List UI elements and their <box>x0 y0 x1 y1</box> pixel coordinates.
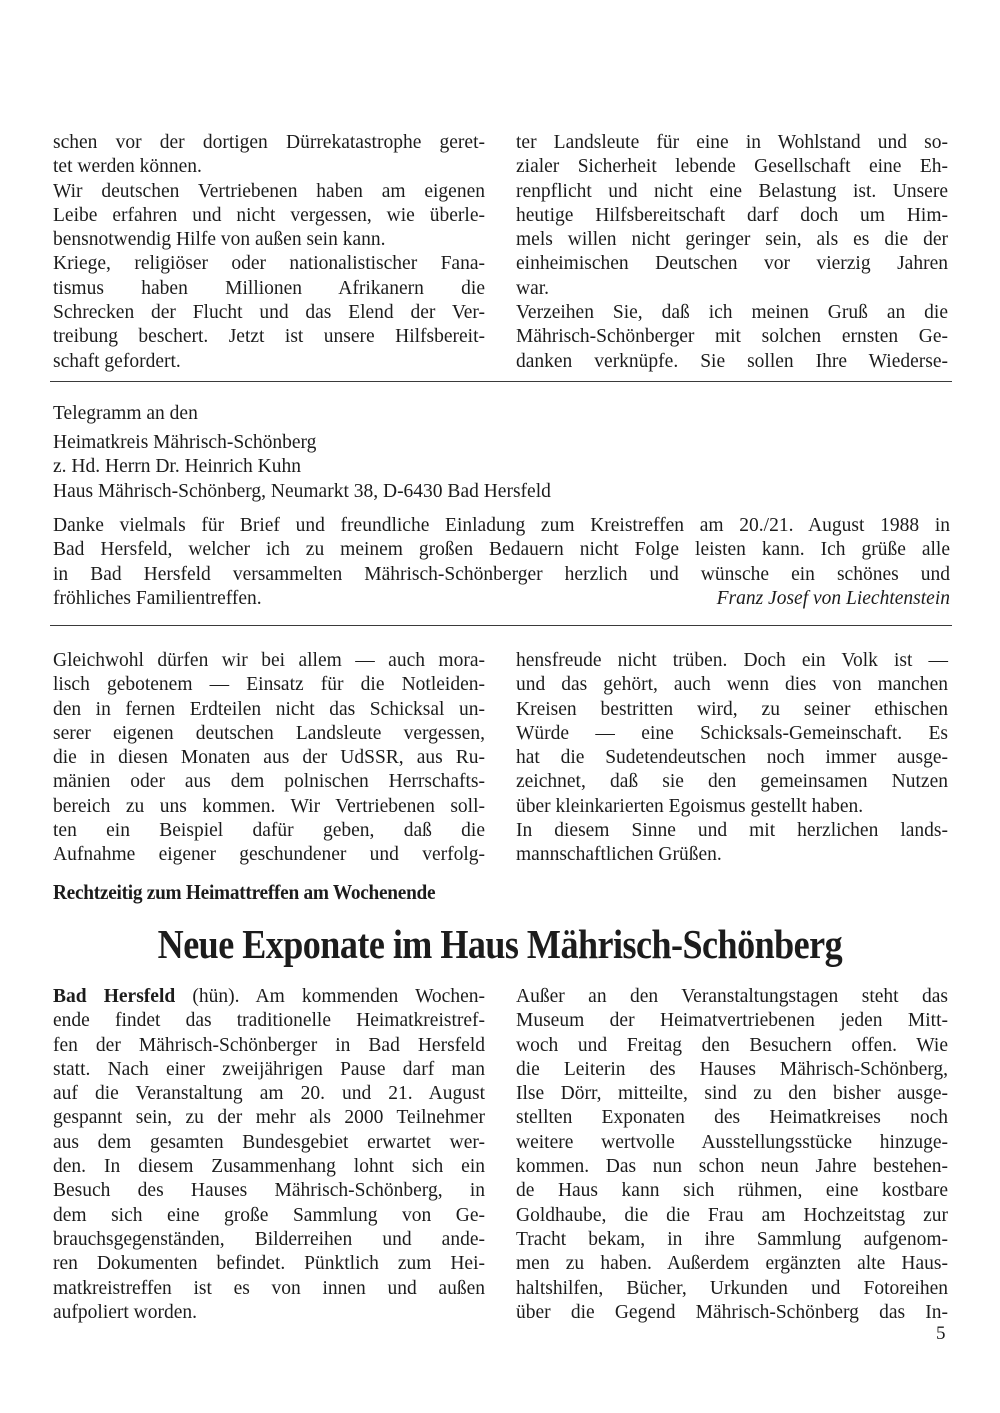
telegram-body <box>53 514 950 611</box>
article-kicker: Rechtzeitig zum Heimattreffen am Wochenende <box>53 880 436 904</box>
text-line: hat die Sudetendeutschen noch immer ausge- <box>516 747 948 769</box>
text-line: matkreistreffen ist es von innen und außen <box>53 1277 485 1299</box>
text-line: dem sich eine große Sammlung von Ge- <box>53 1204 485 1226</box>
address-line: Heimatkreis Mährisch-Schönberg <box>53 431 317 453</box>
headline-text: Neue Exponate im Haus Mährisch-Schönberg <box>157 921 843 967</box>
text-line: die in diesen Monaten aus der UdSSR, aus Ru- <box>53 747 485 769</box>
text-line: treibung beschert. Jetzt ist unsere Hilfsbereit- <box>53 326 485 348</box>
article-right-column <box>516 985 948 1325</box>
text-line: brauchsgegenständen, Bilderreihen und ande- <box>53 1228 485 1250</box>
text-line: einheimischen Deutschen vor vierzig Jahren <box>516 253 948 275</box>
telegram-address-block <box>53 402 551 504</box>
text-line: woch und Freitag den Besuchern offen. Wie <box>516 1034 948 1056</box>
text-line: Kreisen bestritten wird, zu seiner ethischen <box>516 698 948 720</box>
middle-right-column <box>516 649 948 868</box>
telegram-body-line: in Bad Hersfeld versammelten Mährisch-Schönberger herzlich und wünsche ein schönes und <box>53 563 950 585</box>
text-line: tet werden können. <box>53 156 202 178</box>
text-line: tismus haben Millionen Afrikanern die <box>53 277 485 299</box>
text-line: Kriege, religiöser oder nationalistischer Fana- <box>53 253 485 275</box>
text-line: Museum der Heimatvertriebenen jeden Mitt- <box>516 1010 948 1032</box>
text-line: schen vor der dortigen Dürrekatastrophe geret- <box>53 132 485 153</box>
divider-top <box>50 381 952 382</box>
text-line: über kleinkarierten Egoismus gestellt haben. <box>516 795 864 817</box>
telegram-closing: fröhliches Familientreffen. <box>53 587 262 609</box>
text-line: ten ein Beispiel dafür geben, daß die <box>53 820 485 842</box>
top-left-column <box>53 131 485 374</box>
text-line: ren Dokumenten befindet. Pünktlich zum Hei- <box>53 1253 485 1275</box>
text-line: Goldhaube, die die Frau am Hochzeitstag zur <box>516 1204 948 1226</box>
text-line: Besuch des Hauses Mährisch-Schönberg, in <box>53 1180 485 1202</box>
text-line: war. <box>516 277 550 299</box>
text-line: haltshilfen, Bücher, Urkunden und Fotoreihen <box>516 1277 948 1299</box>
text-line: stellten Exponaten des Heimatkreises noch <box>516 1107 948 1129</box>
text-line: Verzeihen Sie, daß ich meinen Gruß an die <box>516 302 948 324</box>
text-line: schaft gefordert. <box>53 350 181 372</box>
text-line: zialer Sicherheit lebende Gesellschaft eine Eh- <box>516 156 948 178</box>
text-line: kommen. Das nun schon neun Jahre bestehen- <box>516 1156 948 1178</box>
text-line: aus dem gesamten Bundesgebiet erwartet wer- <box>53 1131 485 1153</box>
text-line: Wir deutschen Vertriebenen haben am eigenen <box>53 180 485 202</box>
text-line: Gleichwohl dürfen wir bei allem — auch mora- <box>53 650 485 671</box>
text-line: danken verknüpfe. Sie sollen Ihre Wiederse- <box>516 350 948 372</box>
text-line: auf die Veranstaltung am 20. und 21. August <box>53 1083 485 1105</box>
text-line: bereich zu uns kommen. Wir Vertriebenen soll- <box>53 795 485 817</box>
text-line: aufpoliert worden. <box>53 1301 198 1323</box>
text-line: ende findet das traditionelle Heimatkreistref- <box>53 1010 485 1032</box>
page-number: 5 <box>936 1323 946 1344</box>
telegram-body-line <box>53 587 950 611</box>
article-left-column <box>53 985 485 1325</box>
text-line: mannschaftlichen Grüßen. <box>516 844 722 866</box>
telegram-signature: Franz Josef von Liechtenstein <box>716 587 950 609</box>
text-line: fen der Mährisch-Schönberger in Bad Hersfeld <box>53 1034 485 1056</box>
article-first-line <box>53 985 485 1009</box>
text-line: den in fernen Erdteilen nicht das Schicksal un- <box>53 698 485 720</box>
top-right-column <box>516 131 948 374</box>
text-line: mänien oder aus dem polnischen Herrschafts- <box>53 771 485 793</box>
text-line: lisch gebotenem — Einsatz für die Notleiden- <box>53 674 485 696</box>
middle-left-column <box>53 649 485 868</box>
text-line: gespannt sein, zu der mehr als 2000 Teilnehmer <box>53 1107 485 1129</box>
text-line: statt. Nach einer zweijährigen Pause darf man <box>53 1058 485 1080</box>
telegram-body-line: Bad Hersfeld, welcher ich zu meinem großen Bedauern nicht Folge leisten kann. Ich grüße alle <box>53 539 950 561</box>
text-line: heutige Hilfsbereitschaft darf doch um Him- <box>516 204 948 226</box>
text-line: Außer an den Veranstaltungstagen steht das <box>516 986 948 1007</box>
text-line: serer eigenen deutschen Landsleute vergessen, <box>53 722 485 744</box>
text-line: den. In diesem Zusammenhang lohnt sich ein <box>53 1156 485 1178</box>
text-line: zeichnet, daß sie den gemeinsamen Nutzen <box>516 771 948 793</box>
text-line: Aufnahme eigener geschundener und verfolg- <box>53 844 485 866</box>
text-line: bensnotwendig Hilfe von außen sein kann. <box>53 229 386 251</box>
text-line: In diesem Sinne und mit herzlichen lands- <box>516 820 948 842</box>
text-line: renpflicht und nicht eine Belastung ist. Unsere <box>516 180 948 202</box>
text-line: die Leiterin des Hauses Mährisch-Schönberg, <box>516 1058 948 1080</box>
text-line: weitere wertvolle Ausstellungsstücke hinzuge- <box>516 1131 948 1153</box>
article-first-line-rest: (hün). Am kommenden Wochen- <box>175 986 485 1007</box>
text-line: Mährisch-Schönberger mit solchen ernsten Ge- <box>516 326 948 348</box>
text-line: de Haus kann sich rühmen, eine kostbare <box>516 1180 948 1202</box>
article-headline <box>0 920 1000 968</box>
text-line: Würde — eine Schicksals-Gemeinschaft. Es <box>516 722 948 744</box>
text-line: Leibe erfahren und nicht vergessen, wie überle- <box>53 204 485 226</box>
text-line: Schrecken der Flucht und das Elend der Ver- <box>53 302 485 324</box>
text-line: und das gehört, auch wenn dies von manchen <box>516 674 948 696</box>
text-line: Ilse Dörr, mitteilte, sind zu den bisher ausge- <box>516 1083 948 1105</box>
text-line: hensfreude nicht trüben. Doch ein Volk ist — <box>516 650 948 671</box>
divider-middle <box>50 625 952 626</box>
text-line: mels willen nicht geringer sein, als es die der <box>516 229 948 251</box>
text-line: ter Landsleute für eine in Wohlstand und so- <box>516 132 948 153</box>
text-line: Tracht bekam, in ihre Sammlung aufgenom- <box>516 1228 948 1250</box>
address-line: z. Hd. Herrn Dr. Heinrich Kuhn <box>53 456 302 477</box>
dateline: Bad Hersfeld <box>53 986 176 1007</box>
text-line: über die Gegend Mährisch-Schönberg das In- <box>516 1301 948 1323</box>
telegram-body-line: Danke vielmals für Brief und freundliche Einladung zum Kreistreffen am 20./21. August 1988 in <box>53 515 950 536</box>
address-line: Haus Mährisch-Schönberg, Neumarkt 38, D-6430 Bad Hersfeld <box>53 480 551 502</box>
telegram-header: Telegramm an den <box>53 403 198 424</box>
text-line: men zu haben. Außerdem ergänzten alte Haus- <box>516 1253 948 1275</box>
